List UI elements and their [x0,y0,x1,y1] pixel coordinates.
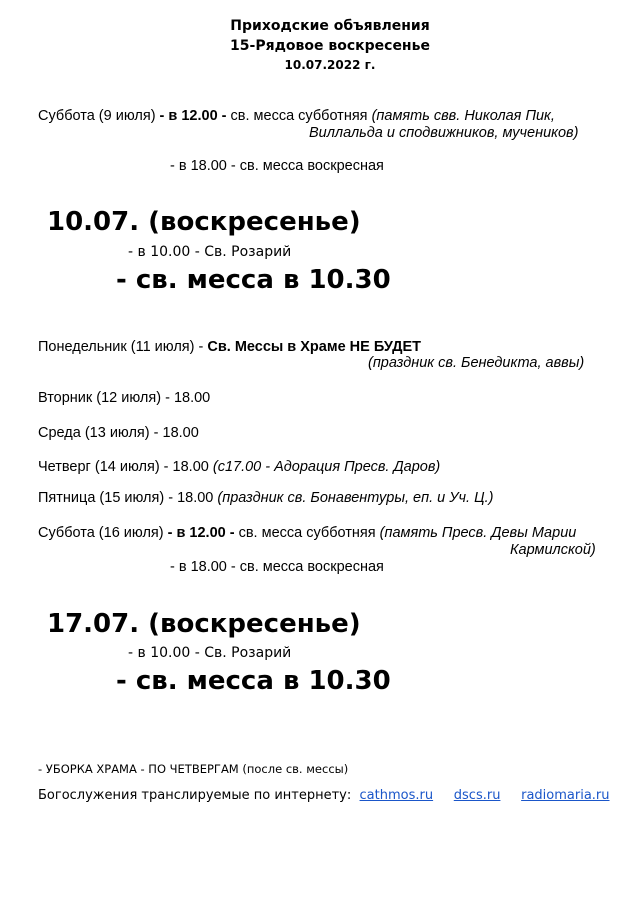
link-cathmos[interactable]: cathmos.ru [359,788,434,803]
link-radiomaria[interactable]: radiomaria.ru [521,788,610,803]
thursday-line [38,459,440,475]
page-subtitle: 15-Рядовое воскресенье [230,38,430,54]
sunday-10-title: 10.07. (воскресенье) [47,207,361,237]
cleaning-notice: - УБОРКА ХРАМА - ПО ЧЕТВЕРГАМ (после св. мессы) [38,762,349,776]
thursday-text: Четверг (14 июля) - 18.00 [38,459,213,475]
saturday-9-evening: - в 18.00 - св. месса воскресная [170,158,384,174]
saturday-16-evening: - в 18.00 - св. месса воскресная [170,559,384,575]
sunday-10-mass: - св. месса в 10.30 [116,265,391,295]
saturday-16-time: - в 12.00 - [163,525,239,541]
friday-note: (праздник св. Бонавентуры, еп. и Уч. Ц.) [217,490,494,506]
saturday-9-line [38,108,555,124]
saturday-16-day: Суббота (16 июля) [38,525,164,541]
friday-line [38,490,493,506]
monday-note: (праздник св. Бенедикта, аввы) [368,355,585,371]
page-date: 10.07.2022 г. [284,58,376,72]
saturday-16-note-2: Кармилской) [510,542,596,558]
sunday-17-title: 17.07. (воскресенье) [47,609,361,639]
saturday-16-mass: св. месса субботняя [238,525,380,541]
sunday-10-rosary: - в 10.00 - Св. Розарий [128,244,292,260]
saturday-9-time: - в 12.00 - [155,108,231,124]
tuesday-line: Вторник (12 июля) - 18.00 [38,390,211,406]
saturday-9-note-1: (память свв. Николая Пик, [371,108,555,124]
monday-notice: Св. Мессы в Храме НЕ БУДЕТ [207,339,422,355]
monday-day: Понедельник (11 июля) - [38,339,208,355]
page-title: Приходские объявления [230,18,430,34]
monday-line [38,339,421,355]
broadcast-label: Богослужения транслируемые по интернету: [38,788,352,803]
wednesday-line: Среда (13 июля) - 18.00 [38,425,199,441]
saturday-16-line [38,525,576,541]
saturday-9-day: Суббота (9 июля) [38,108,156,124]
saturday-9-note-2: Виллальда и сподвижников, мучеников) [309,125,579,141]
friday-text: Пятница (15 июля) - 18.00 [38,490,218,506]
sunday-17-rosary: - в 10.00 - Св. Розарий [128,645,292,661]
sunday-17-mass: - св. месса в 10.30 [116,666,391,696]
broadcast-line [38,788,610,803]
thursday-note: (с17.00 - Адорация Пресв. Даров) [212,459,441,475]
link-dscs[interactable]: dscs.ru [453,788,501,803]
saturday-16-note-1: (память Пресв. Девы Марии [379,525,577,541]
saturday-9-mass: св. месса субботняя [230,108,368,124]
